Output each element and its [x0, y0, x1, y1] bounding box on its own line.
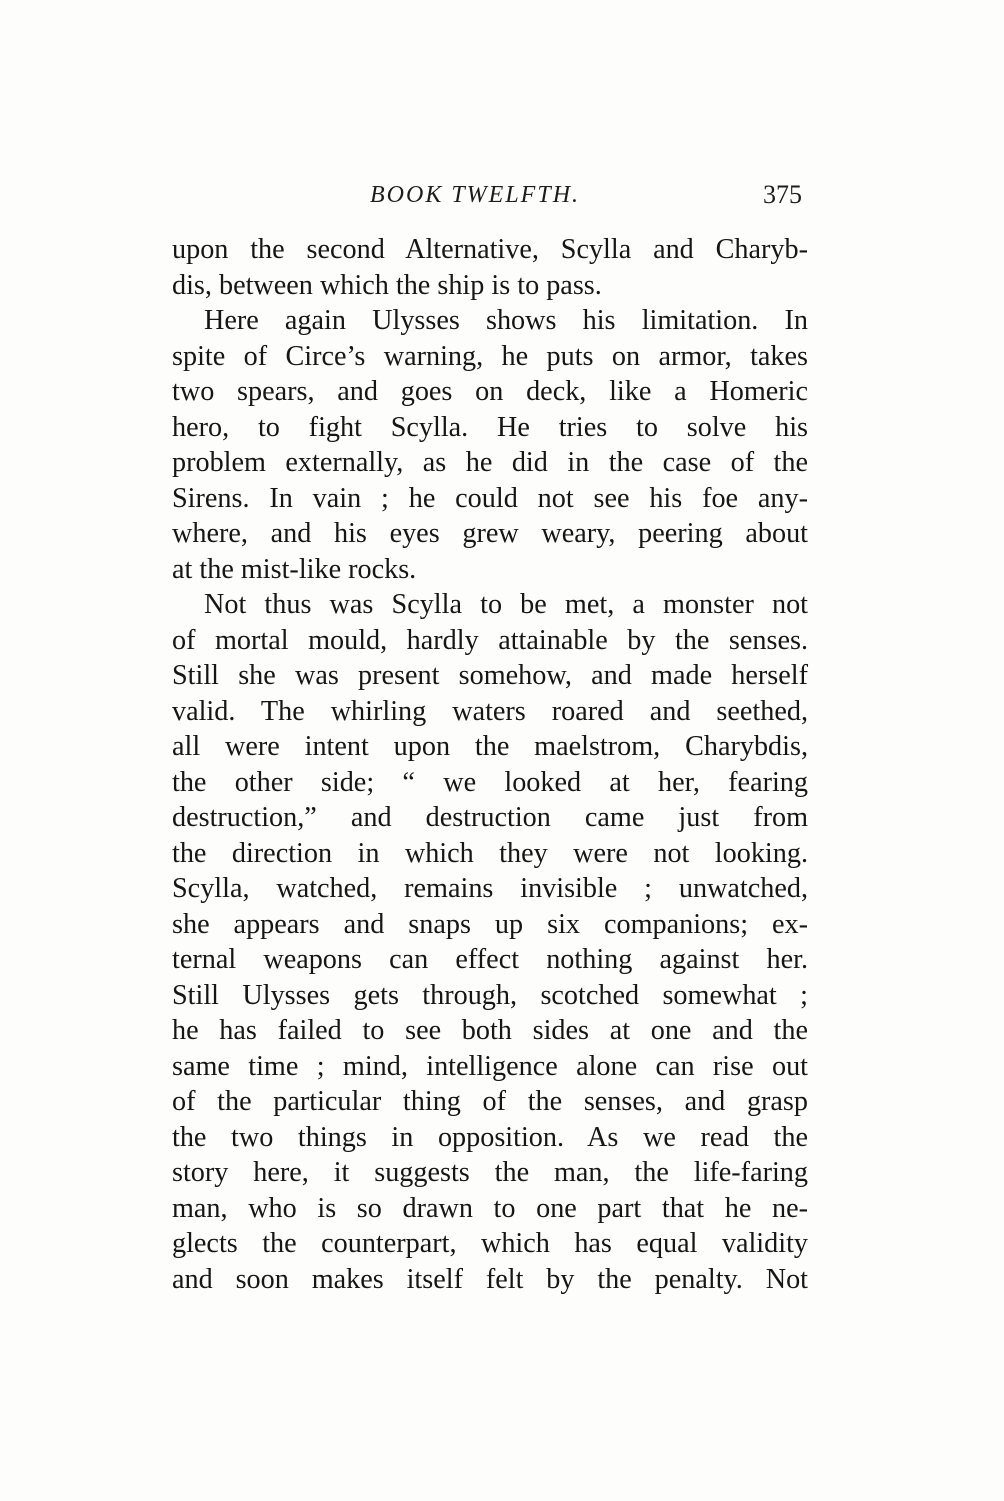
text-line: Sirens. In vain ; he could not see his foe any-	[172, 482, 808, 514]
running-head	[172, 182, 808, 216]
text-line: he has failed to see both sides at one and the	[172, 1015, 808, 1046]
text-line: all were intent upon the maelstrom, Charybdis,	[172, 731, 808, 762]
text-line: dis, between which the ship is to pass.	[172, 269, 602, 301]
text-line: story here, it suggests the man, the life-faring	[172, 1157, 808, 1188]
page-number: 375	[763, 180, 802, 209]
text-line: the two things in opposition. As we read the	[172, 1121, 808, 1153]
text-line: destruction,” and destruction came just from	[172, 802, 808, 833]
text-line: Still Ulysses gets through, scotched somewhat ;	[172, 979, 808, 1011]
text-line: spite of Circe’s warning, he puts on armor, takes	[172, 340, 808, 372]
text-line: at the mist-like rocks.	[172, 553, 417, 585]
text-line: the other side; “ we looked at her, fearing	[172, 766, 808, 798]
text-line: of mortal mould, hardly attainable by the senses.	[172, 624, 808, 656]
text-line: Still she was present somehow, and made herself	[172, 660, 808, 691]
text-line: the direction in which they were not looking.	[172, 837, 808, 869]
text-line: ternal weapons can effect nothing against her.	[172, 944, 808, 975]
running-title: BOOK TWELFTH.	[370, 182, 581, 208]
text-line: Scylla, watched, remains invisible ; unwatched,	[172, 873, 808, 904]
text-line: where, and his eyes grew weary, peering about	[172, 518, 808, 549]
text-line: man, who is so drawn to one part that he ne-	[172, 1192, 808, 1224]
text-line: glects the counterpart, which has equal validity	[172, 1228, 808, 1259]
text-line: she appears and snaps up six companions; ex-	[172, 908, 808, 940]
text-line: Here again Ulysses shows his limitation. In	[204, 305, 808, 336]
body-text	[172, 232, 808, 1297]
text-line: upon the second Alternative, Scylla and Charyb-	[172, 234, 808, 265]
text-line: of the particular thing of the senses, and grasp	[172, 1086, 808, 1117]
text-line: problem externally, as he did in the case of the	[172, 447, 808, 478]
text-line: two spears, and goes on deck, like a Homeric	[172, 376, 808, 407]
text-line: valid. The whirling waters roared and seethed,	[172, 695, 808, 727]
text-line: same time ; mind, intelligence alone can rise out	[172, 1050, 808, 1082]
text-line: hero, to fight Scylla. He tries to solve his	[172, 411, 808, 443]
text-line: Not thus was Scylla to be met, a monster not	[204, 589, 808, 620]
text-line: and soon makes itself felt by the penalty. Not	[172, 1263, 808, 1295]
